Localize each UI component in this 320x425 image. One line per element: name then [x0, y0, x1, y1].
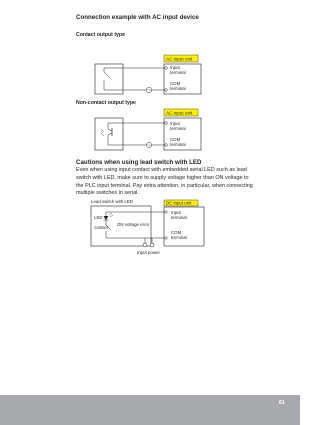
- led-icon: [104, 216, 109, 220]
- contact-label: contact: [94, 225, 109, 230]
- unit-label: DC input unit: [166, 200, 192, 206]
- com-terminal-label: COM: [170, 81, 181, 86]
- input-terminal-label: Input: [170, 121, 180, 126]
- lead-switch-diagram: [88, 198, 208, 258]
- input-terminal-label: terminal: [170, 70, 186, 75]
- com-terminal-label: COM: [170, 137, 181, 142]
- contact-output-heading: Contact output type: [76, 32, 125, 38]
- non-contact-output-heading: Non-contact output type: [76, 100, 136, 106]
- cautions-heading: Cautions when using lead switch with LED: [76, 159, 202, 166]
- unit-label: AC input unit: [166, 56, 193, 62]
- unit-label: AC input unit: [166, 110, 193, 116]
- non-contact-output-diagram: [90, 107, 215, 154]
- com-terminal-label: terminal: [170, 142, 186, 147]
- page-footer-bar: [0, 395, 300, 425]
- cautions-paragraph: Even when using input contact with embedded serial LED such as lead switch with LED, make sure to supply voltage higher than ON voltage to the PLC input terminal. Pay extra attention, in particular, when connecting multiple switches in serial.: [76, 167, 253, 197]
- com-terminal-label: COM: [171, 230, 182, 235]
- com-terminal-label: terminal: [171, 235, 187, 240]
- section-heading: Connection example with AC input device: [76, 14, 199, 21]
- contact-output-diagram: [90, 54, 215, 99]
- lead-switch-label: Lead switch with LED: [91, 199, 133, 204]
- input-terminal-label: Input: [170, 65, 180, 70]
- input-terminal-label: terminal: [171, 215, 187, 220]
- transistor-icon: [108, 129, 112, 131]
- led-label: LED: [94, 215, 103, 220]
- on-voltage-label: ON voltage error: [117, 222, 150, 227]
- power-terminal-icon: [143, 243, 147, 247]
- input-terminal-label: Input: [171, 210, 181, 215]
- input-power-label: Input power: [137, 250, 160, 255]
- switch-icon: [104, 72, 110, 78]
- power-terminal-icon: [150, 243, 154, 247]
- com-terminal-label: terminal: [170, 86, 186, 91]
- page-number: 61: [278, 400, 285, 406]
- input-terminal-label: terminal: [170, 126, 186, 131]
